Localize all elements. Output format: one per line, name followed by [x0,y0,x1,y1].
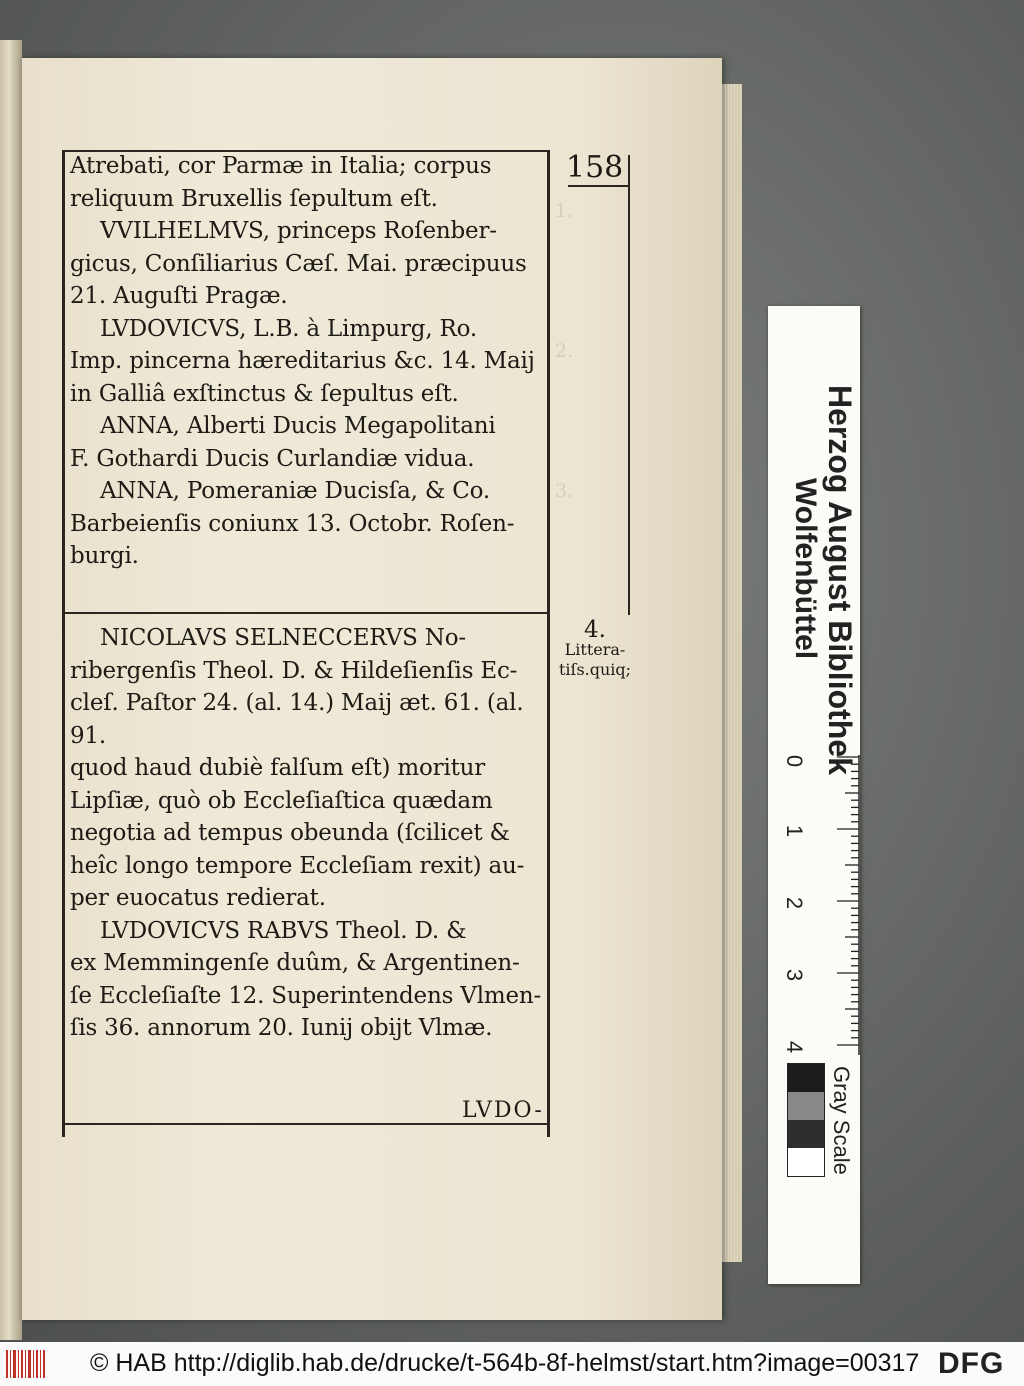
text-line: Imp. pincerna hæreditarius &c. 14. Maij [70,348,535,374]
facing-page-edge [0,40,22,1340]
text-line: cleſ. Paſtor 24. (al. 14.) Maij æt. 61. (al. 91. [70,690,524,749]
section-divider [62,612,547,614]
paragraph [70,313,548,411]
gray-scale-swatches [787,1063,825,1177]
footer-copyright-link[interactable]: © HAB http://diglib.hab.de/drucke/t-564b-8f-helmst/start.htm?image=00317 [90,1349,920,1377]
text-line: ſis 36. annorum 20. Iunij obijt Vlmæ. [70,1015,493,1041]
text-line: F. Gothardi Ducis Curlandiæ vidua. [70,445,475,472]
bleed-through-mark: 3. [555,480,574,502]
scale-number: 1 [782,824,808,838]
text-line: reliquum Bruxellis ſepultum eſt. [70,185,438,212]
text-line: VVILHELMVS, princeps Roſenber- [100,218,497,244]
paragraph [70,215,548,313]
scale-number: 3 [782,968,808,982]
text-line: Barbeienſis coniunx 13. Octobr. Roſen- [70,510,515,537]
text-line: Atrebati, cor Parmæ in Italia; corpus [70,153,492,179]
ruler-title [789,385,865,775]
paragraph [70,410,548,475]
margin-note-number: 4. [584,617,606,643]
text-line: heîc longo tempore Eccleſiam rexit) au- [70,852,525,879]
page-number-rule [568,185,630,187]
gray-swatch [788,1148,824,1176]
dfg-logo: DFG [938,1347,1005,1380]
text-line: 21. Auguſti Pragæ. [70,283,288,309]
bleed-through-mark: 1. [555,200,574,222]
gray-swatch [788,1064,824,1092]
paragraph [70,150,548,215]
text-line: LVDOVICVS, L.B. à Limpurg, Ro. [100,315,478,342]
margin-column-rule [628,155,630,615]
gray-swatch [788,1120,824,1148]
text-line: per euocatus redierat. [70,885,326,911]
catchword: LVDO- [462,1098,544,1123]
scale-number: 4 [782,1040,808,1054]
gray-swatch [788,1092,824,1120]
margin-note-line: tiſs.quiq; [558,660,632,679]
ruler-ticks [826,755,860,1055]
text-line: ſe Eccleſiaſte 12. Superintendens Vlmen- [70,982,542,1009]
text-line: gicus, Conſiliarius Cæſ. Mai. præcipuus [70,250,527,277]
page-number: 158 [566,150,624,185]
ruler-title-line2: Wolfenbüttel [789,478,822,660]
text-line: Lipſiæ, quò ob Eccleſiaſtica quædam [70,787,493,814]
text-line: negotia ad tempus obeunda (ſcilicet & [70,820,510,846]
top-text-block [70,150,548,573]
text-line: ex Memmingenſe duûm, & Argentinen- [70,950,520,976]
barcode-icon [6,1350,46,1378]
paragraph [70,622,548,915]
paragraph [70,915,548,1045]
text-line: NICOLAVS SELNECCERVS No- [100,625,466,651]
text-line: in Galliâ exſtinctus & ſepultus eſt. [70,380,459,407]
margin-note-line: Littera- [564,640,626,659]
gray-scale-label: Gray Scale [829,1066,854,1175]
text-line: ANNA, Pomeraniæ Ducisſa, & Co. [100,478,490,504]
text-line: ANNA, Alberti Ducis Megapolitani [100,413,496,439]
text-line: ribergenſis Theol. D. & Hildeſienſis Ec- [70,657,518,684]
bottom-rule [62,1123,550,1125]
scale-number: 2 [782,896,808,910]
text-line: LVDOVICVS RABVS Theol. D. & [100,917,467,944]
bleed-through-mark: 2. [555,340,574,362]
paragraph [70,475,548,573]
margin-note [552,617,638,680]
ruler-title-line1: Herzog August Bibliothek [822,385,858,775]
scale-number: 0 [782,754,808,768]
bottom-text-block [70,622,548,1045]
text-line: burgi. [70,543,139,569]
text-line: quod haud dubiè falſum eſt) moritur [70,755,486,781]
